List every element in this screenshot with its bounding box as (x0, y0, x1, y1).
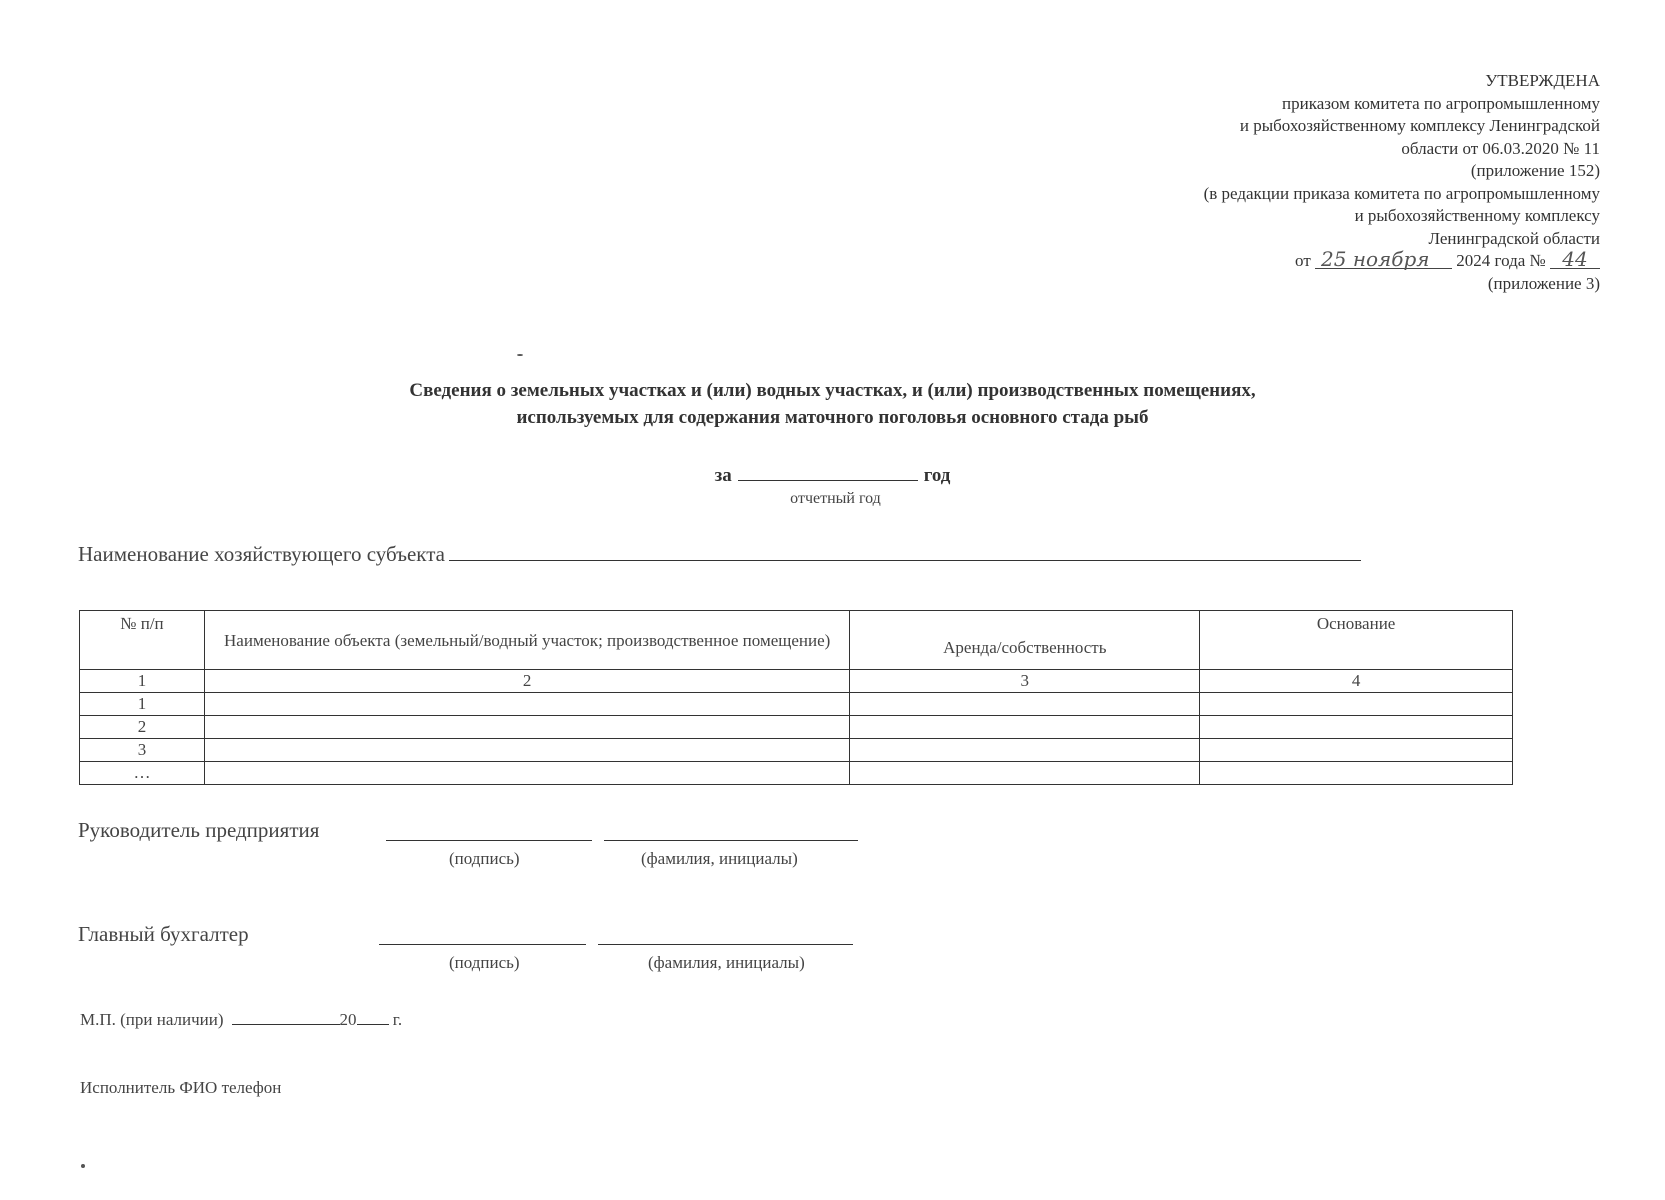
approval-line-4: (приложение 152) (1470, 161, 1600, 180)
reporting-period (0, 462, 1665, 487)
head-signature-field[interactable] (386, 839, 592, 841)
header-basis: Основание (1200, 611, 1513, 670)
table-cell[interactable] (1200, 739, 1513, 762)
table-row (80, 739, 1513, 762)
approval-line-2: и рыбохозяйственному комплексу Ленинградской (1239, 116, 1600, 135)
scan-speck (81, 1164, 85, 1168)
row-number: … (80, 762, 205, 785)
title-line-2: используемых для содержания маточного поголовья основного стада рыб (516, 407, 1149, 428)
column-number-cell: 1 (80, 670, 205, 693)
stamp-year-prefix: 20 (339, 1010, 357, 1029)
table-header-row (80, 611, 1513, 670)
table-column-numbers-row (80, 670, 1513, 693)
approval-title: УТВЕРЖДЕНА (1485, 71, 1600, 90)
scan-speck (517, 354, 523, 356)
approval-line-6: и рыбохозяйственному комплексу (1354, 206, 1600, 225)
head-label: Руководитель предприятия (78, 818, 320, 842)
entity-name-field[interactable] (449, 540, 1361, 561)
column-number-cell: 4 (1200, 670, 1513, 693)
table-cell[interactable] (1200, 762, 1513, 785)
period-blank-field[interactable] (738, 462, 918, 481)
entity-label: Наименование хозяйствующего субъекта (78, 542, 445, 566)
approval-date-year: 2024 года № (1456, 251, 1546, 270)
table-cell[interactable] (1200, 693, 1513, 716)
stamp-label: М.П. (при наличии) (80, 1010, 224, 1029)
table-row (80, 716, 1513, 739)
handwritten-date: 25 ноября (1315, 250, 1452, 269)
accountant-signature-hint: (подпись) (449, 953, 520, 972)
handwritten-number: 44 (1550, 250, 1600, 269)
approval-line-3: области от 06.03.2020 № 11 (1401, 138, 1600, 158)
approval-block (980, 70, 1600, 295)
table-row (80, 762, 1513, 785)
approval-line-1: приказом комитета по агропромышленному (1282, 93, 1600, 113)
title-line-1: Сведения о земельных участках и (или) водных участках, и (или) производственных помещениях, (409, 380, 1256, 401)
stamp-line (80, 1009, 402, 1030)
row-number: 2 (80, 716, 205, 739)
header-object-name: Наименование объекта (земельный/водный участок; производственное помещение) (204, 611, 850, 670)
table-row (80, 693, 1513, 716)
head-signature-hint: (подпись) (449, 849, 520, 868)
table-cell[interactable] (850, 739, 1200, 762)
table-cell[interactable] (204, 716, 850, 739)
approval-line-5: (в редакции приказа комитета по агропромышленному (1203, 183, 1600, 203)
column-number-cell: 3 (850, 670, 1200, 693)
executor-line: Исполнитель ФИО телефон (80, 1078, 282, 1097)
stamp-date-field[interactable] (232, 1009, 340, 1025)
head-name-field[interactable] (604, 839, 858, 841)
period-hint: отчетный год (790, 490, 881, 507)
table-cell[interactable] (850, 762, 1200, 785)
table-cell[interactable] (204, 693, 850, 716)
stamp-year-field[interactable] (357, 1009, 389, 1025)
accountant-signature-field[interactable] (379, 943, 586, 945)
approval-appendix: (приложение 3) (1487, 273, 1600, 293)
table-cell[interactable] (850, 693, 1200, 716)
approval-date-line (980, 247, 1600, 273)
approval-date-prefix: от (1295, 251, 1311, 270)
header-ownership: Аренда/собственность (850, 611, 1200, 670)
accountant-name-field[interactable] (598, 943, 853, 945)
table-cell[interactable] (850, 716, 1200, 739)
table-cell[interactable] (204, 739, 850, 762)
row-number: 3 (80, 739, 205, 762)
table-cell[interactable] (204, 762, 850, 785)
stamp-year-suffix: г. (392, 1010, 403, 1029)
objects-table (79, 610, 1513, 785)
document-title (0, 377, 1665, 431)
head-name-hint: (фамилия, инициалы) (641, 849, 798, 868)
entity-name-row (78, 540, 1361, 567)
accountant-label: Главный бухгалтер (78, 922, 249, 946)
period-suffix: год (923, 465, 951, 486)
approval-line-7: Ленинградской области (1428, 228, 1600, 248)
accountant-name-hint: (фамилия, инициалы) (648, 953, 805, 972)
header-number: № п/п (80, 611, 205, 670)
row-number: 1 (80, 693, 205, 716)
table-cell[interactable] (1200, 716, 1513, 739)
period-prefix: за (714, 465, 732, 486)
column-number-cell: 2 (204, 670, 850, 693)
